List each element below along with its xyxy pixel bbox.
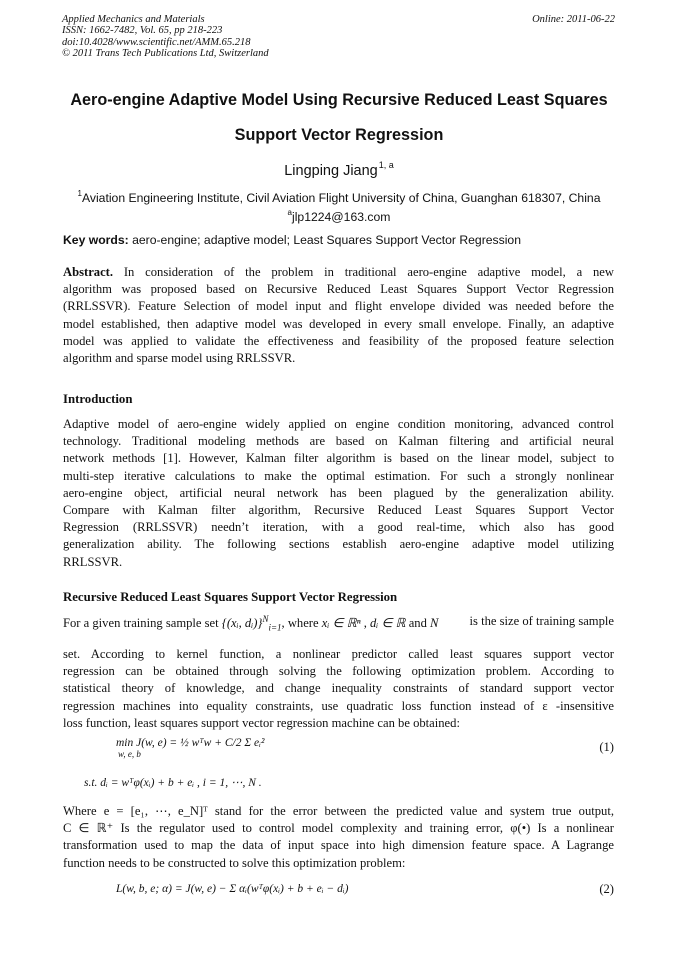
equation-1: min J(w, e) = ½ wᵀw + C/2 Σ eᵢ² w, e, b: [116, 737, 265, 759]
author-superscript: 1, a: [378, 160, 394, 170]
text-line: regression can be obtained through solving the following optimization problem. According to: [63, 664, 614, 679]
copyright: © 2011 Trans Tech Publications Ltd, Switzerland: [62, 48, 269, 60]
email-address: jlp1224@163.com: [292, 210, 391, 224]
abstract: [63, 264, 614, 367]
text-line: multi-step iterative calculations to make the optimal estimation. For such a strongly nonlinear: [63, 468, 614, 483]
equation-1-number: (1): [599, 740, 614, 754]
text-line: technology. Traditional modeling methods are based on Kalman filtering and artificial neural: [63, 434, 614, 449]
abstract-line: Abstract. In consideration of the problem in traditional aero-engine adaptive model, a new: [63, 265, 614, 279]
text-line: Compare with Kalman filter algorithm, Recursive Reduced Least Squares Support Vector: [63, 503, 614, 518]
text-line: Regression (RRLSSVR) needn’t iteration, with a good real-time, which also has good: [63, 520, 614, 535]
paper-title-line-1: Aero-engine Adaptive Model Using Recursive Reduced Least Squares: [70, 91, 608, 109]
di-domain: dᵢ ∈ ℝ: [370, 616, 406, 631]
abstract-line: model established, then adaptive model was developed in every small envelope. Finally, an adaptive: [63, 316, 614, 331]
keywords: [63, 233, 521, 247]
where-text: [63, 803, 614, 872]
n-symbol: N: [430, 616, 439, 631]
training-set-sentence: For a given training sample set {(xᵢ, dᵢ)}$^N_{i=1}$, where xᵢ ∈ ℝⁿ , dᵢ ∈ ℝ and N is the size of training sample: [63, 614, 614, 633]
text-line: network methods [1]. However, Kalman filter algorithm is based on the linear model, subject to: [63, 451, 614, 466]
equation-2-number: (2): [599, 882, 614, 896]
text-line: aero-engine object, artificial neural network has been plagued by the generalization ability.: [63, 485, 614, 500]
xi-domain: xᵢ ∈ ℝⁿ: [321, 616, 361, 631]
text-line: C ∈ ℝ⁺ Is the regulator used to control model complexity and training error, φ(•) Is a nonlinear: [63, 821, 614, 836]
email-superscript: a: [287, 208, 292, 217]
constraint: s.t. dᵢ = wᵀφ(xᵢ) + b + eᵢ , i = 1, ⋯, N .: [84, 777, 262, 789]
text-line: function needs to be constructed to solve this optimization problem:: [63, 855, 406, 870]
affiliation-text: Aviation Engineering Institute, Civil Aviation Flight University of China, Guanghan 618307, China: [81, 191, 601, 205]
online-date: Online: 2011-06-22: [532, 14, 615, 25]
text-line: Where e = [e₁, ⋯, e_N]ᵀ stand for the error between the predicted value and system true output,: [63, 804, 614, 818]
author-name: Lingping Jiang: [284, 163, 378, 179]
text-line: regression machines into equality constraints, use quadratic loss function instead of ε -insensitive: [63, 698, 614, 713]
author: [0, 160, 678, 179]
affiliation: [30, 189, 648, 205]
rrlssvr-text: [63, 646, 614, 732]
email: [0, 208, 678, 224]
equation-2: L(w, b, e; α) = J(w, e) − Σ αᵢ(wᵀφ(xᵢ) + b + eᵢ − dᵢ): [116, 883, 349, 895]
issn: ISSN: 1662-7482, Vol. 65, pp 218-223: [62, 25, 223, 37]
paper-title-line-2: Support Vector Regression: [234, 126, 444, 144]
journal-header: [62, 14, 269, 60]
text-line: loss function, least squares support vector regression machine can be obtained:: [63, 715, 460, 730]
training-set-math: {(xᵢ, dᵢ)}$^N_{i=1}$: [221, 614, 282, 633]
journal-name: Applied Mechanics and Materials: [62, 14, 205, 25]
text-line: set. According to kernel function, a nonlinear predictor called least squares support vector: [63, 647, 614, 661]
text-line: transformation used to map the data of input space into high dimension feature space. A Lagrange: [63, 838, 614, 853]
keywords-label: Key words:: [63, 233, 129, 247]
introduction-heading: Introduction: [63, 392, 133, 406]
keywords-text: aero-engine; adaptive model; Least Squares Support Vector Regression: [128, 233, 521, 247]
doi: doi:10.4028/www.scientific.net/AMM.65.218: [62, 36, 251, 48]
affiliation-superscript: 1: [77, 189, 82, 198]
abstract-line: model was applied to validate the effectiveness and feasibility of the proposed feature selection: [63, 333, 614, 348]
abstract-line: algorithm was proposed based on Recursive Reduced Least Squares Support Vector Regression: [63, 282, 614, 297]
abstract-line: (RRLSSVR). Feature Selection of model input and flight envelope divided was needed before the: [63, 299, 614, 314]
introduction-text: [63, 416, 614, 571]
text-line: RRLSSVR.: [63, 554, 123, 569]
abstract-line: algorithm and sparse model using RRLSSVR.: [63, 351, 296, 366]
text-line: generalization ability. The following sections establish aero-engine adaptive model utilizing: [63, 537, 614, 552]
rrlssvr-heading: Recursive Reduced Least Squares Support Vector Regression: [63, 590, 398, 604]
text-line: statistical theory of knowledge, and change inequality constraints of standard support vector: [63, 681, 614, 696]
equation-1-subscript: w, e, b: [118, 749, 141, 759]
abstract-label: Abstract.: [63, 265, 114, 279]
text-line: Adaptive model of aero-engine widely applied on engine condition monitoring, advanced control: [63, 417, 614, 431]
